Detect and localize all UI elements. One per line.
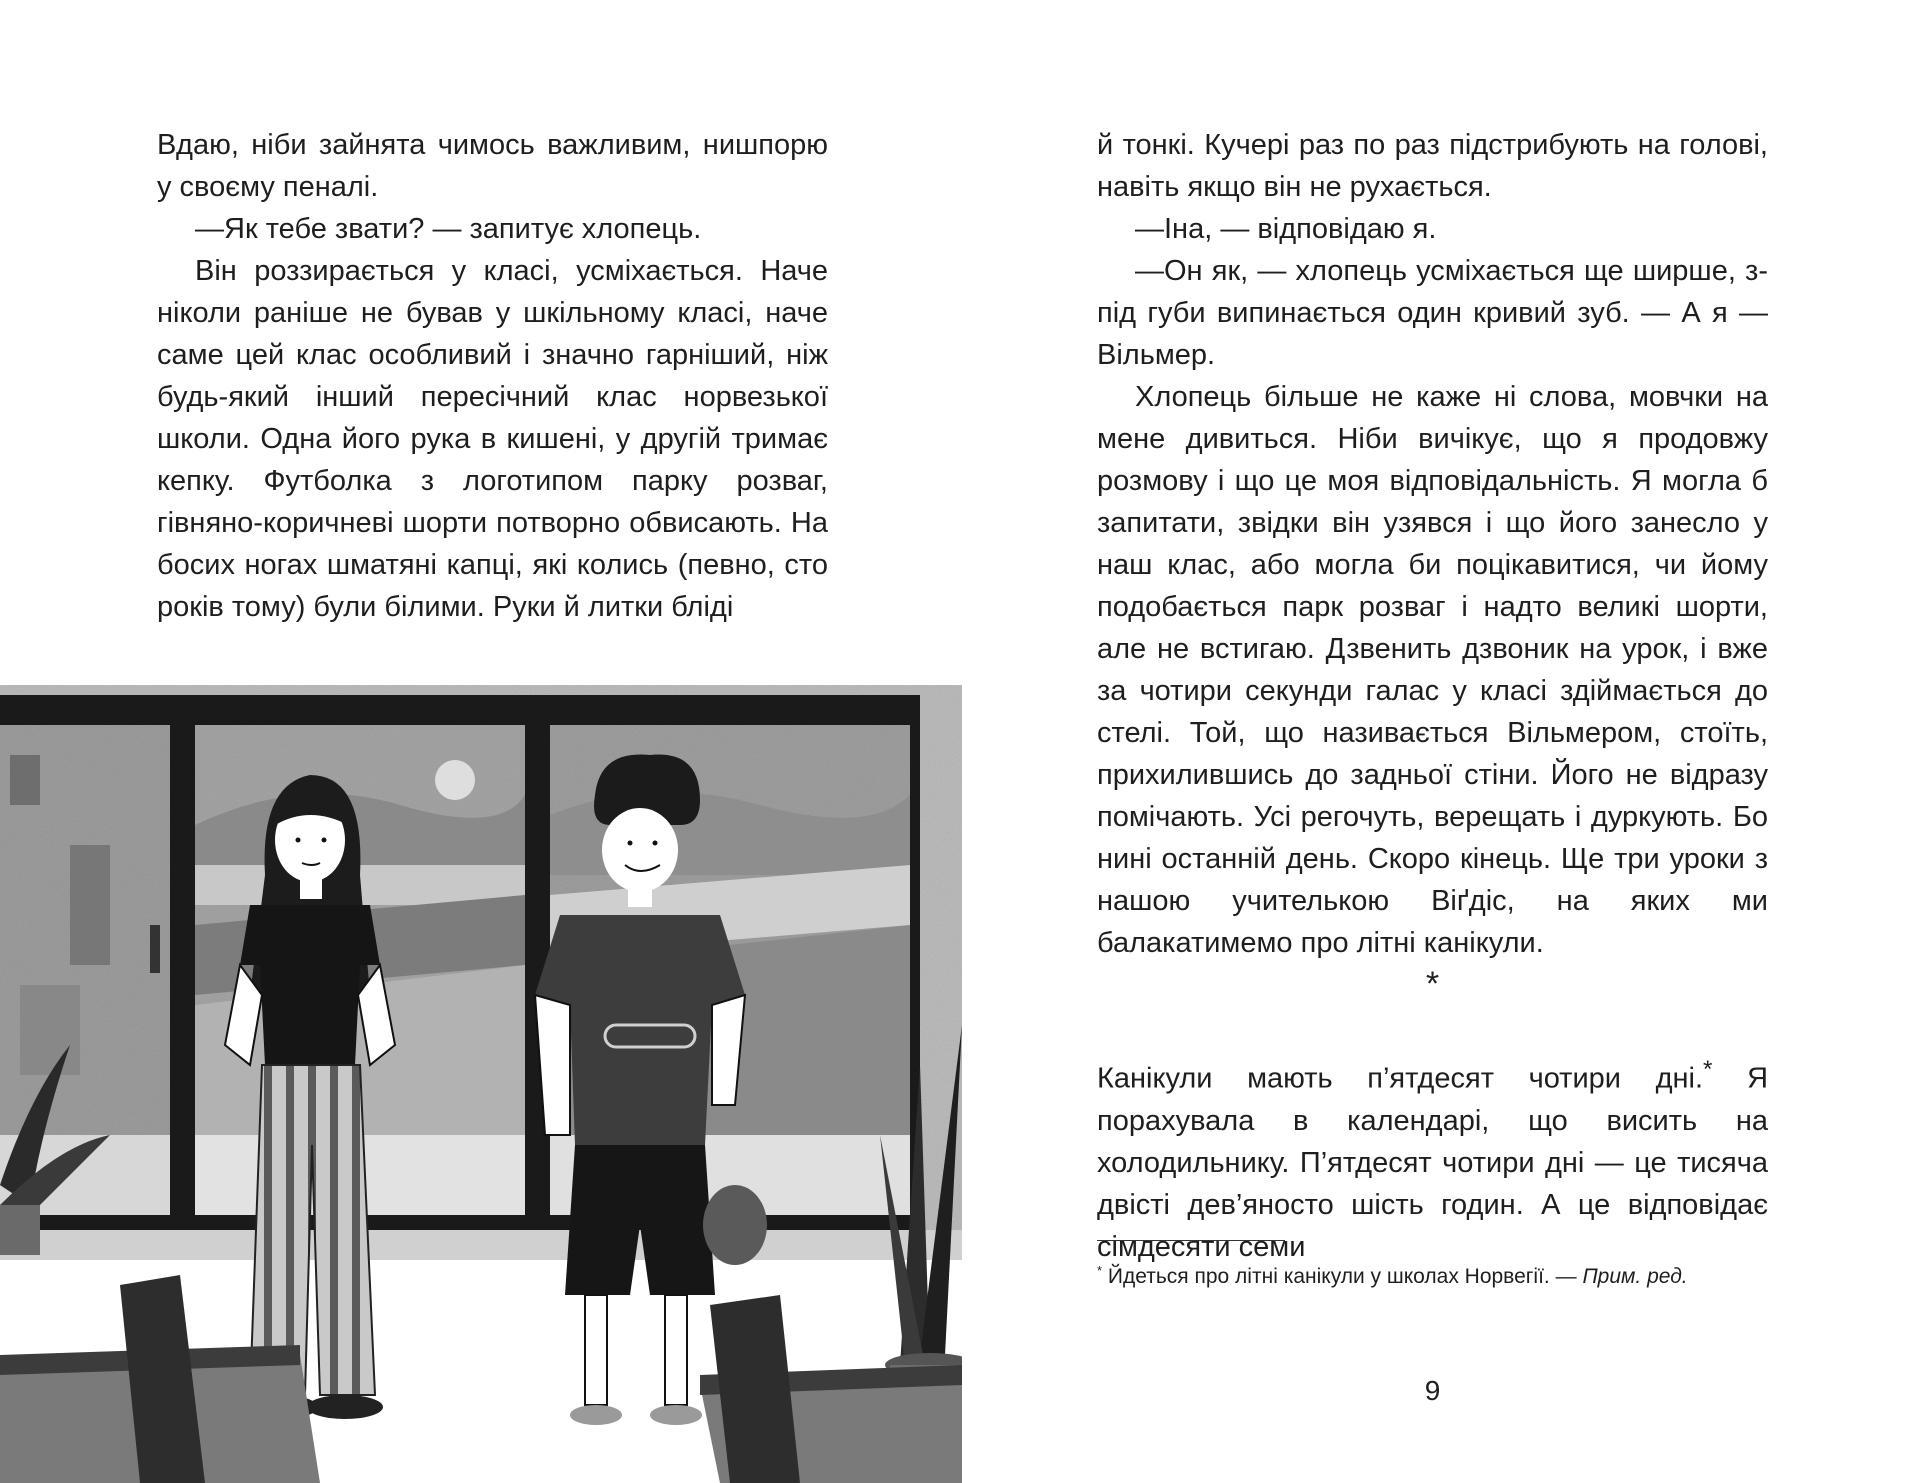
paragraph: —Як тебе звати? — запитує хлопець. — [195, 213, 702, 245]
footnote — [1097, 1256, 1797, 1292]
right-page — [960, 0, 1920, 1483]
paragraph: й тонкі. Кучері раз по раз підстрибують на голові, навіть якщо він не рухається. — [1097, 129, 1768, 203]
section-separator: * — [1425, 965, 1440, 1003]
page-number: 9 — [1424, 1375, 1441, 1406]
left-page-text — [157, 124, 828, 628]
right-page-text-bottom — [1097, 1049, 1768, 1268]
footnote-editor-note: Прим. ред. — [1582, 1265, 1688, 1288]
footnote-text: Йдеться про літні канікули у школах Норвегії. — — [1102, 1265, 1583, 1288]
paragraph — [1097, 1049, 1768, 1268]
footnote-rule — [1097, 1240, 1285, 1241]
paragraph: Вдаю, ніби зайнята чимось важливим, нишпорю у своєму пеналі. — [157, 129, 828, 203]
paragraph-continuation: Я порахувала в календарі, що висить на холодильнику. П’ятдесят чотири дні — це тисяча двісті дев’яносто шість годин. А це відповідає сімдесяти семи — [1097, 1062, 1769, 1263]
illustration-svg — [0, 665, 962, 1483]
paragraph: Він роззирається у класі, усміхається. Наче ніколи раніше не бував у шкільному класі, наче саме цей клас особливий і значно гарніший, ніж будь-який інший пересічний клас норвезької школи. Одна його рука в кишені, у другій тримає кепку. Футболка з логотипом парку розваг, гівняно-коричневі шорти потворно обвисають. На босих ногах шматяні капці, які колись (певно, сто років тому) були білими. Руки й литки бліді — [157, 255, 828, 623]
right-page-text-top — [1097, 124, 1768, 964]
footnote-reference[interactable]: * — [1703, 1056, 1713, 1083]
paragraph-start: Канікули мають п’ятдесят чотири дні. — [1097, 1062, 1704, 1095]
classroom-illustration — [0, 665, 962, 1483]
paragraph: —Іна, — відповідаю я. — [1135, 213, 1437, 245]
paragraph: —Он як, — хлопець усміхається ще ширше, з-під губи випинається один кривий зуб. — А я — Вільмер. — [1097, 255, 1768, 371]
window-sill — [0, 1230, 962, 1260]
window-top-frame — [0, 695, 920, 713]
paragraph: Хлопець більше не каже ні слова, мовчки на мене дивиться. Ніби вичікує, що я продовжу розмову і що це моя відповідальність. Я могла б запитати, звідки він узявся і що його занесло у наш клас, або могла би поцікавитися, чи йому подобається парк розваг і надто великі шорти, але не встигаю. Дзвенить дзвоник на урок, і вже за чотири секунди галас у класі здіймається до стелі. Той, що називається Вільмером, стоїть, прихилившись до задньої стіни. Його не відразу помічають. Усі регочуть, верещать і дуркують. Бо нині останній день. Скоро кінець. Ще три уроки з нашою учителькою Віґдіс, на яких ми балакатимемо про літні канікули. — [1097, 381, 1768, 959]
window-handle — [150, 925, 160, 973]
footnote-marker: * — [1097, 1263, 1103, 1278]
